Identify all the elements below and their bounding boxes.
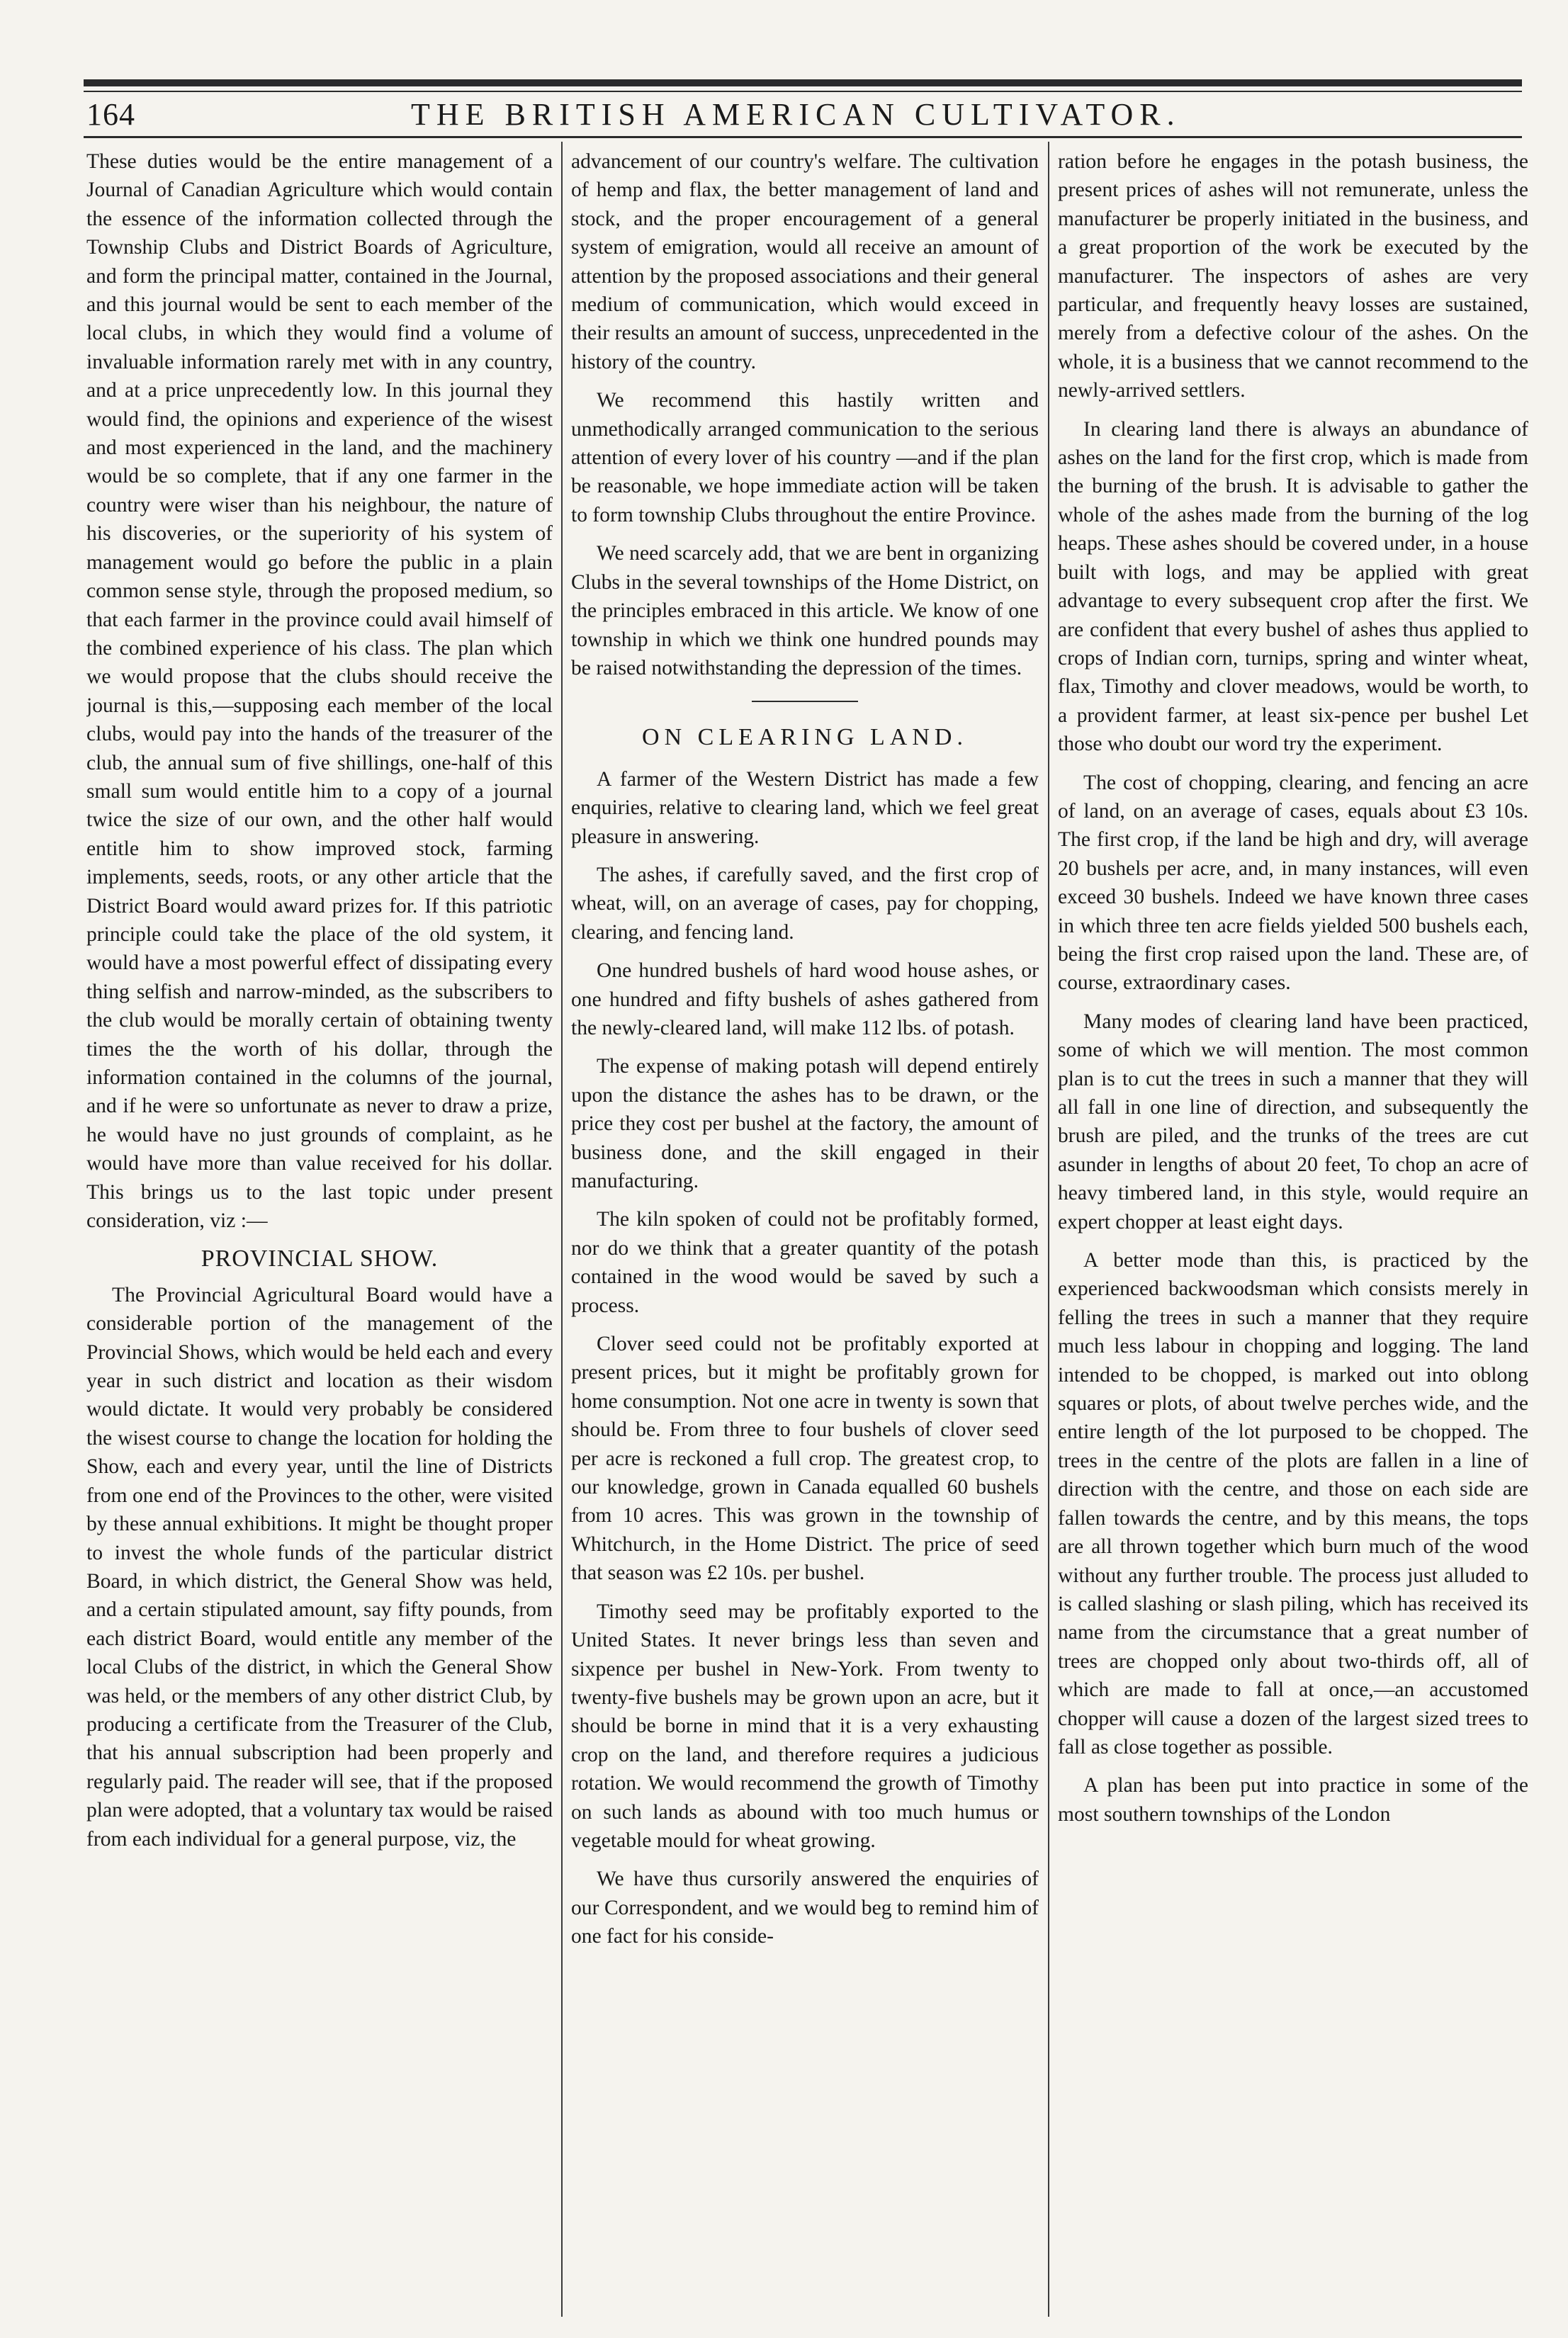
section-heading-provincial-show: PROVINCIAL SHOW. bbox=[201, 1246, 439, 1272]
paragraph: A farmer of the Western District has made a few enquiries, relative to clearing land, which we feel great pleasure in answering. bbox=[571, 767, 1039, 848]
paragraph: A better mode than this, is practiced by the experienced backwoodsman which consists merely in felling the trees in such a manner that they require much less labour in chopping and logging. The land intended to be chopped, is marked out into oblong squares or plots, of about twelve perches wide, and the entire length of the lot purposed to be chopped. The trees in the centre of the plots are fallen in a line of direction with the centre, and those on each side are fallen towards the centre, and by this means, the tops are all thrown together which burn much of the wood without any further trouble. The process just alluded to is called slashing or slash piling, which has received its name from the circumstance that a great number of trees are chopped only about two-thirds off, all of which are made to fall at once,—an accustomed chopper will cause a dozen of the largest sized trees to fall as close together as possible. bbox=[1058, 1249, 1528, 1758]
paragraph: The expense of making potash will depend entirely upon the distance the ashes has to be drawn, or the price they cost per bushel at the factory, the amount of business done, and the skill engaged in their manufacturing. bbox=[571, 1055, 1039, 1192]
top-rule-thin bbox=[84, 91, 1522, 92]
section-divider bbox=[752, 701, 858, 702]
paragraph: Many modes of clearing land have been practiced, some of which we will mention. The most common plan is to cut the trees in such a manner that they will all fall in one line of direction, and subsequently the brush are piled, and the trunks of the trees are cut asunder in lengths of about 20 feet, To chop an acre of heavy timbered land, in this style, would require an expert chopper at least eight days. bbox=[1058, 1010, 1528, 1233]
page-number: 164 bbox=[86, 97, 135, 132]
paragraph: A plan has been put into practice in some of the most southern townships of the London bbox=[1058, 1774, 1528, 1826]
paragraph: We have thus cursorily answered the enquiries of our Correspondent, and we would beg to remind him of one fact for his conside- bbox=[571, 1868, 1039, 1948]
paragraph: We need scarcely add, that we are bent in organizing Clubs in the several townships of the Home District, on the principles embraced in this article. We know of one township in which we think one hundred pounds may be raised notwithstanding the depression of the times. bbox=[571, 542, 1039, 679]
paragraph: advancement of our country's welfare. The cultivation of hemp and flax, the better management of land and stock, and the proper encouragement of a general system of emigration, would all receive an amount of attention by the proposed associations and their general medium of communication, which would exceed in their results an amount of success, unprecedented in the history of the country. bbox=[571, 150, 1039, 373]
paragraph: Timothy seed may be profitably exported to the United States. It never brings less than seven and sixpence per bushel in New-York. From twenty to twenty-five bushels may be grown upon an acre, but it should be borne in mind that it is a very exhausting crop on the land, and therefore requires a judicious rotation. We would recommend the growth of Timothy on such lands as abound with too much humus or vegetable mould for wheat growing. bbox=[571, 1600, 1039, 1852]
paragraph: These duties would be the entire management of a Journal of Canadian Agriculture which would contain the essence of the information collected through the Township Clubs and District Boards of Agriculture, and form the principal matter, contained in the Journal, and this journal would be sent to each member of the local clubs, in which they would find a volume of invaluable information rarely met with in any country, and at a price unprecedently low. In this journal they would find, the opinions and experience of the wisest and most experienced in the land, and the machinery would be so complete, that if any one farmer in the country were wiser than his neighbour, the nature of his discoveries, or the superiority of his system of management would go before the public in a plain common sense style, through the proposed medium, so that each farmer in the province could avail himself of the combined experience of his class. The plan which we would propose that the clubs should receive the journal is this,—supposing each member of the local clubs, would pay into the hands of the treasurer of the club, the annual sum of five shillings, one-half of this small sum would entitle him to a copy of a journal twice the size of our own, and the other half would entitle him to show improved stock, farming implements, seeds, roots, or any other article that the District Board would award prizes for. If this patriotic principle could take the place of the old system, it would have a most powerful effect of dissipating every thing selfish and narrow-minded, as the subscribers to the club would be morally certain of obtaining twenty times the the worth of his dollar, through the information contained in the columns of the journal, and if he were so unfortunate as never to draw a prize, he would have no just grounds of complaint, as he would have more than value received for his dollar. This brings us to the last topic under present consideration, viz :— bbox=[86, 150, 553, 1233]
column-rule-1 bbox=[561, 142, 563, 2317]
column-1 bbox=[86, 147, 553, 2308]
paragraph: The cost of chopping, clearing, and fencing an acre of land, on an average of cases, equals about £3 10s. The first crop, if the land be high and dry, will average 20 bushels per acre, and, in many instances, will even exceed 30 bushels. Indeed we have known three cases in which three ten acre fields yielded 500 bushels each, being the first crop raised upon the land. These are, of course, extraordinary cases. bbox=[1058, 771, 1528, 995]
paragraph: The ashes, if carefully saved, and the first crop of wheat, will, on an average of cases, pay for chopping, clearing, and fencing land. bbox=[571, 863, 1039, 944]
paragraph: The kiln spoken of could not be profitably formed, nor do we think that a greater quantity of the potash contained in the wood would be saved by such a process. bbox=[571, 1208, 1039, 1317]
column-3 bbox=[1058, 147, 1528, 2308]
top-rule bbox=[84, 79, 1522, 86]
column-2 bbox=[571, 147, 1039, 2308]
header-rule bbox=[84, 136, 1522, 138]
paragraph: Clover seed could not be profitably exported at present prices, but it might be profitably grown for home consumption. Not one acre in twenty is sown that should be. From three to four bushels of clover seed per acre is reckoned a full crop. The greatest crop, to our knowledge, grown in Canada equalled 60 bushels from 10 acres. This was grown in the township of Whitchurch, in the Home District. The price of seed that season was £2 10s. per bushel. bbox=[571, 1333, 1039, 1585]
paragraph: In clearing land there is always an abundance of ashes on the land for the first crop, which is made from the burning of the brush. It is advisable to gather the whole of the ashes made from the burning of the log heaps. These ashes should be covered under, in a house built with logs, and may be applied with great advantage to every subsequent crop after the first. We are confident that every bushel of ashes thus applied to crops of Indian corn, turnips, spring and winter wheat, flax, Timothy and clover meadows, would be worth, to a provident farmer, at least six-pence per bushel Let those who doubt our word try the experiment. bbox=[1058, 417, 1528, 756]
running-title: THE BRITISH AMERICAN CULTIVATOR. bbox=[411, 97, 1181, 132]
paragraph: We recommend this hastily written and unmethodically arranged communication to the serious attention of every lover of his country —and if the plan be reasonable, we hope immediate action will be taken to form township Clubs throughout the entire Province. bbox=[571, 389, 1039, 526]
column-rule-2 bbox=[1048, 142, 1049, 2317]
section-heading-clearing-land: ON CLEARING LAND. bbox=[642, 724, 968, 751]
paragraph: One hundred bushels of hard wood house ashes, or one hundred and fifty bushels of ashes gathered from the newly-cleared land, will make 112 lbs. of potash. bbox=[571, 959, 1039, 1039]
paragraph: The Provincial Agricultural Board would have a considerable portion of the management of the Provincial Shows, which would be held each and every year in such district and location as their wisdom would dictate. It would very probably be considered the wisest course to change the location for holding the Show, each and every year, until the line of Districts from one end of the Provinces to the other, were visited by these annual exhibitions. It might be thought proper to invest the whole funds of the particular district Board, in which district, the General Show was held, and a certain stipulated amount, say fifty pounds, from each district Board, would entitle any member of the local Clubs of the district, in which the General Show was held, or the members of any other district Club, by producing a certificate from the Treasurer of the Club, that his annual subscription had been properly and regularly paid. The reader will see, that if the proposed plan were adopted, that a voluntary tax would be raised from each individual for a general purpose, viz, the bbox=[86, 1283, 553, 1851]
paragraph: ration before he engages in the potash business, the present prices of ashes will not remunerate, unless the manufacturer be properly initiated in the business, and a great proportion of the work be executed by the manufacturer. The inspectors of ashes are very particular, and frequently heavy losses are sustained, merely from a defective colour of the ashes. On the whole, it is a business that we cannot recommend to the newly-arrived settlers. bbox=[1058, 150, 1528, 402]
